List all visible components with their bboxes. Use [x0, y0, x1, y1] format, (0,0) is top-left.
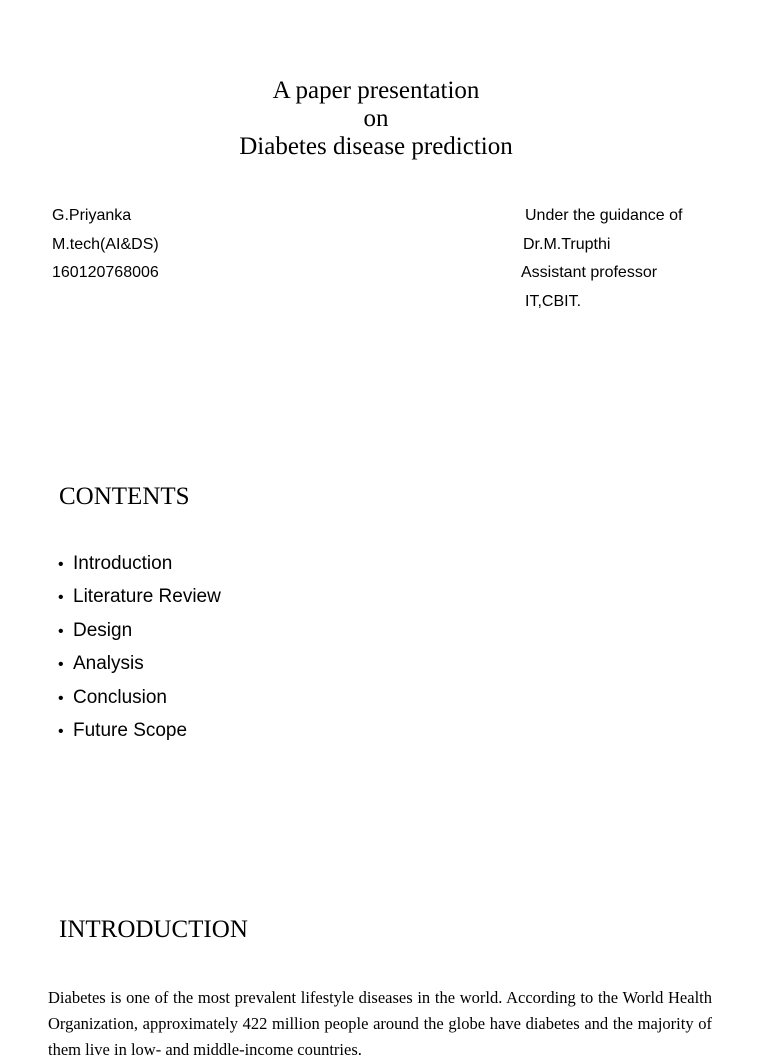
document-title [0, 77, 752, 161]
contents-item-label: Conclusion [73, 686, 167, 708]
introduction-paragraph: Diabetes is one of the most prevalent lifestyle diseases in the world. According to the World Health Organization, approximately 422 million people around the globe have diabetes and the majority of them live in low- and middle-income countries. [48, 988, 712, 1059]
contents-item [58, 648, 221, 681]
author-roll-number: 160120768006 [52, 264, 159, 281]
bullet-icon: • [58, 656, 64, 674]
bullet-icon: • [58, 689, 64, 707]
contents-item-label: Future Scope [73, 720, 188, 742]
title-line-2: on [363, 105, 389, 132]
contents-item-label: Literature Review [73, 586, 221, 608]
bullet-icon: • [58, 556, 64, 573]
title-line-1: A paper presentation [272, 77, 480, 104]
author-name: G.Priyanka [52, 207, 132, 224]
contents-item [58, 581, 221, 614]
guide-department: IT,CBIT. [525, 292, 582, 310]
contents-item-label: Analysis [73, 653, 144, 675]
title-line-3: Diabetes disease prediction [239, 133, 513, 160]
contents-item [58, 548, 221, 581]
contents-item [58, 682, 221, 715]
contents-list [58, 548, 221, 748]
author-block [52, 202, 159, 288]
contents-item-label: Introduction [73, 553, 173, 574]
guide-label: Under the guidance of [525, 207, 683, 224]
guide-block [521, 202, 682, 316]
contents-item [58, 615, 221, 648]
bullet-icon: • [58, 589, 64, 607]
introduction-heading: INTRODUCTION [59, 916, 248, 943]
author-degree: M.tech(AI&DS) [52, 235, 159, 253]
guide-designation: Assistant professor [521, 264, 658, 281]
bullet-icon: • [58, 622, 64, 640]
contents-item-label: Design [73, 619, 133, 641]
contents-heading: CONTENTS [59, 483, 190, 510]
guide-name: Dr.M.Trupthi [523, 235, 611, 253]
contents-item [58, 715, 221, 748]
bullet-icon: • [58, 723, 64, 741]
